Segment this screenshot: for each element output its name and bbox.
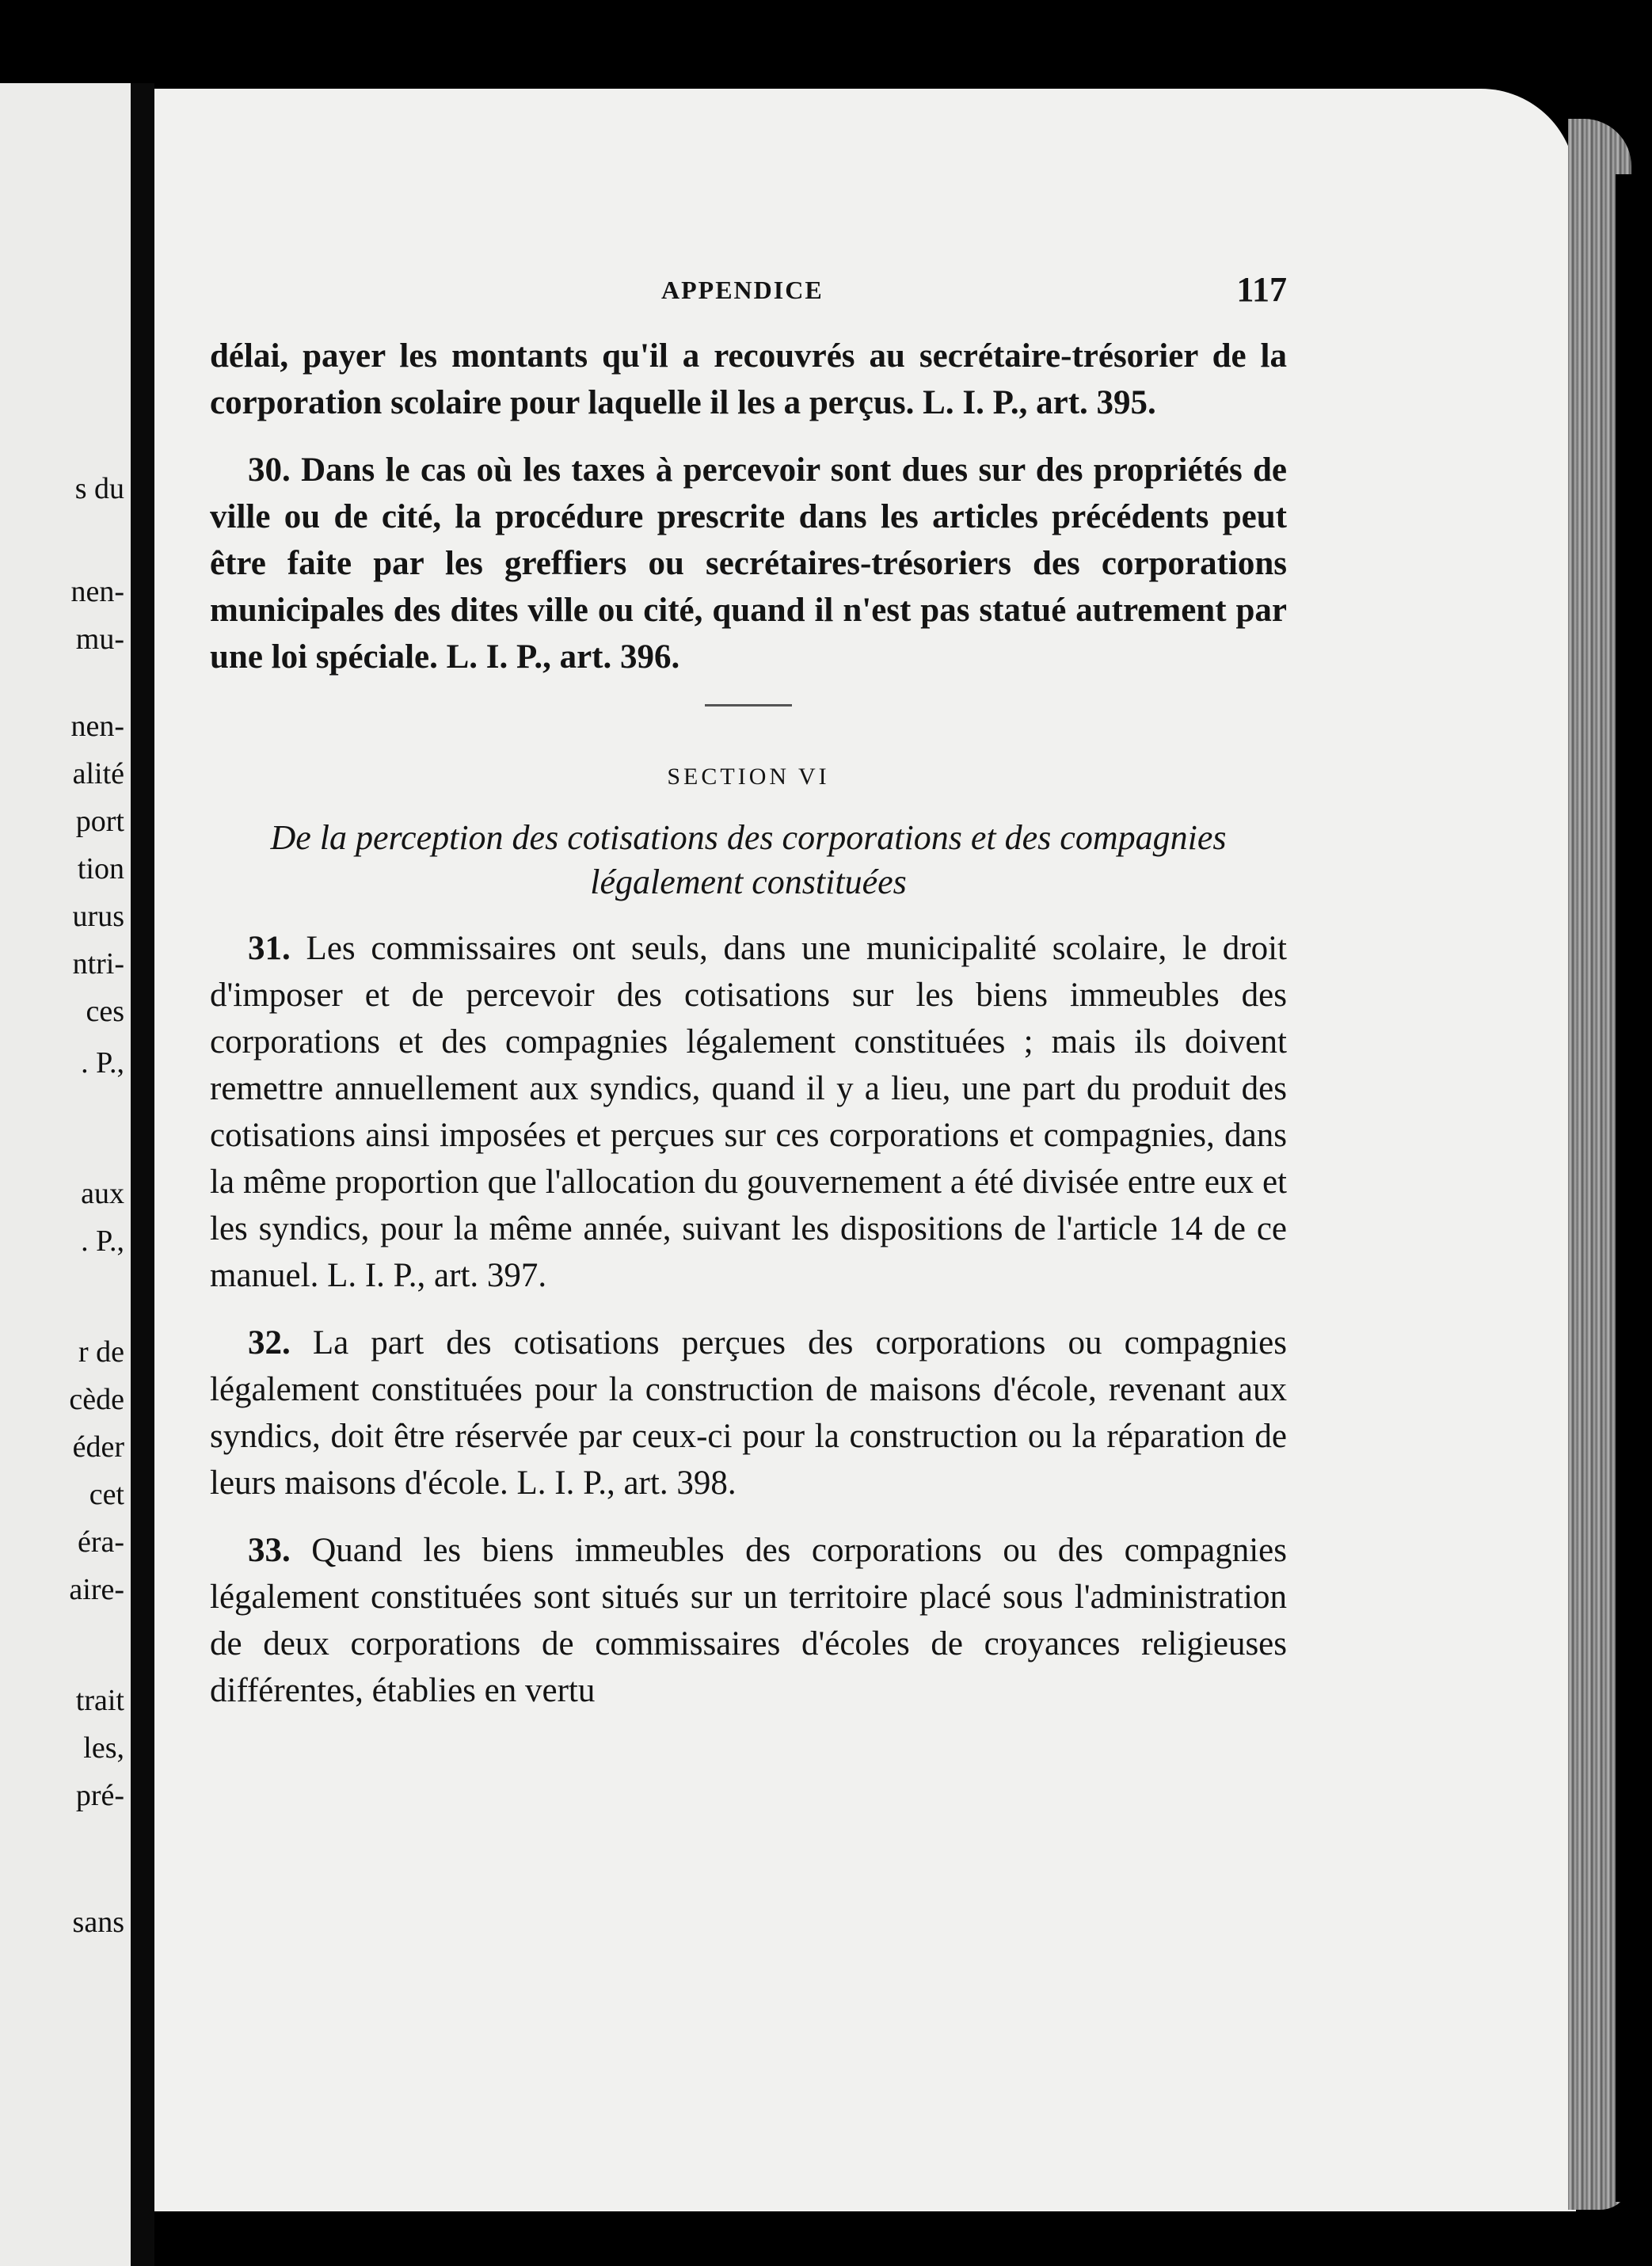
article-number: 31. (248, 930, 291, 967)
left-page-fragment: tion (77, 852, 124, 885)
left-page-fragment: mu- (75, 623, 124, 656)
paragraph-carryover (210, 333, 1287, 426)
left-page-fragment: cède (69, 1383, 124, 1416)
left-page-fragment: . P., (81, 1046, 124, 1080)
left-page-fragment: ces (86, 995, 124, 1028)
paragraph-text: Quand les biens immeubles des corporations ou des compagnies légalement constituées sont situés sur un territoire placé sous l'administration de deux corporations de commissaires d'écoles de croyances religieuses différentes, établies en vertu (210, 1532, 1288, 1709)
page-number: 117 (1236, 270, 1287, 309)
left-page-fragment: s du (74, 472, 124, 505)
left-page-fragment: aire- (69, 1573, 124, 1606)
paragraph-text: Les commissaires ont seuls, dans une municipalité scolaire, le droit d'imposer et de percevoir des cotisations sur les biens immeubles des corporations et des compagnies légalement constituées ; mais ils doivent remettre annuellement aux syndics, quand il y a lieu, une part du produit des cotisations ainsi imposées et perçues sur ces corporations et compagnies, dans la même proportion que l'allocation du gouvernement a été divisée entre eux et les syndics, pour la même année, suivant les dispositions de l'article 14 de ce manuel. L. I. P., art. 397. (210, 930, 1288, 1294)
left-page-fragment: r de (78, 1335, 124, 1369)
left-page-fragment: les, (83, 1731, 124, 1765)
running-title: APPENDICE (661, 276, 824, 304)
left-page-fragment: trait (75, 1684, 124, 1717)
left-page-fragment: aux (81, 1177, 124, 1210)
left-page-fragment: alité (72, 757, 124, 790)
left-page-fragment: ntri- (72, 947, 124, 981)
section-subtitle: De la perception des cotisations des corporations et des compagnies légalement constituées (270, 818, 1227, 901)
section-heading: SECTION VI (667, 764, 830, 790)
left-page-fragment: nen- (70, 575, 124, 608)
paragraph-text: délai, payer les montants qu'il a recouvrés au secrétaire-trésorier de la corporation scolaire pour laquelle il les a perçus. L. I. P., art. 395. (210, 337, 1287, 421)
section-divider (705, 704, 792, 706)
left-page-fragment: urus (72, 900, 124, 933)
left-facing-page (0, 83, 131, 2266)
page-text-block (210, 269, 1287, 1714)
left-page-fragment: nen- (70, 710, 124, 743)
left-page-fragment: sans (72, 1906, 124, 1939)
article-32 (210, 1320, 1287, 1506)
running-head (210, 269, 1287, 317)
left-page-fragment: . P., (81, 1224, 124, 1258)
left-page-fragment: éder (72, 1430, 124, 1464)
article-33 (210, 1527, 1287, 1714)
article-number: 30. (248, 451, 291, 489)
paragraph-text: Dans le cas où les taxes à percevoir sont dues sur des propriétés de ville ou de cité, la procédure prescrite dans les articles précédents peut être faite par les greffiers ou secrétaires-trésoriers des corporations municipales des dites ville ou cité, quand il n'est pas statué autrement par une loi spéciale. L. I. P., art. 396. (210, 451, 1288, 676)
background-edge (1616, 174, 1652, 2202)
left-page-fragment: port (75, 805, 124, 838)
left-page-fragment: éra- (77, 1525, 124, 1559)
article-31 (210, 925, 1287, 1299)
article-30 (210, 447, 1287, 680)
article-number: 33. (248, 1532, 291, 1569)
book-gutter (131, 83, 154, 2266)
article-number: 32. (248, 1324, 291, 1362)
left-page-fragment: cet (89, 1478, 124, 1511)
left-page-text-fragments (0, 83, 131, 2266)
paragraph-text: La part des cotisations perçues des corporations ou compagnies légalement constituées pour la construction de maisons d'école, revenant aux syndics, doit être réservée par ceux-ci pour la construction ou la réparation de leurs maisons d'école. L. I. P., art. 398. (210, 1324, 1287, 1502)
left-page-fragment: pré- (75, 1779, 124, 1812)
